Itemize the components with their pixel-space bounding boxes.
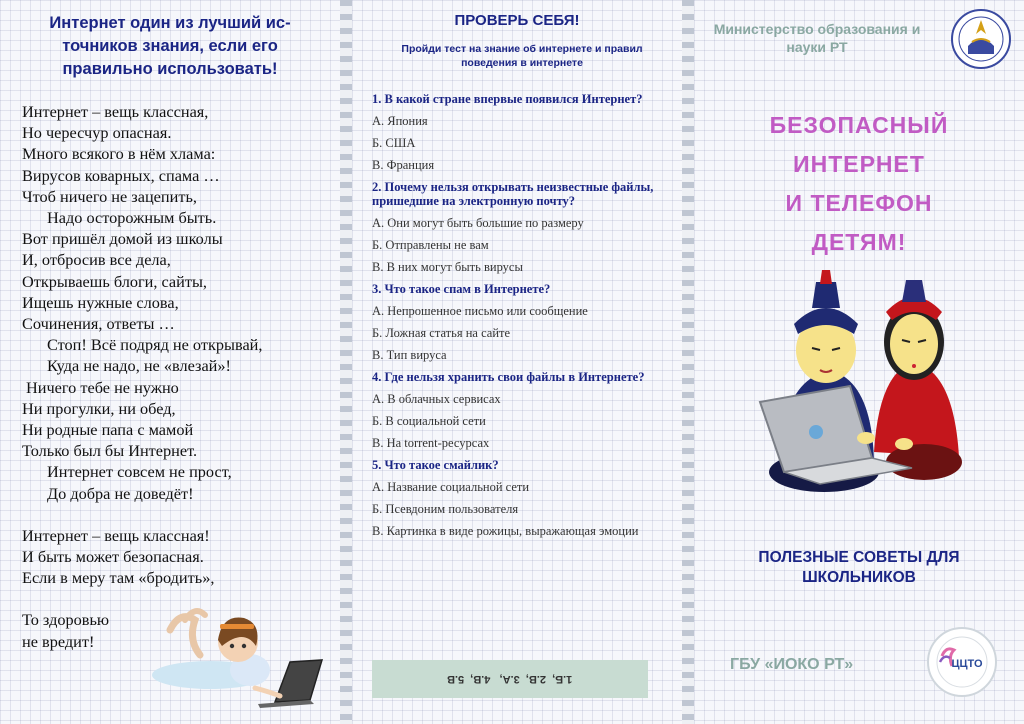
poem-line: Вирусов коварных, спама … [22,165,220,185]
middle-panel [352,0,682,724]
poem-line: Чтоб ничего не зацепить, [22,186,197,206]
quiz-option: А. Название социальной сети [372,480,530,494]
ccto-logo [926,626,998,698]
right-panel [694,0,1024,724]
poem-line: Открываешь блоги, сайты, [22,271,207,291]
title-line: И ТЕЛЕФОН [785,190,933,216]
poem [22,101,322,652]
poem-line: Куда не надо, не «влезай»! [47,356,231,376]
quiz-subtitle: Пройди тест на знание об интернете и правил поведения в интернете [401,43,643,69]
quiz-question: 2. Почему нельзя открывать неизвестные файлы, пришедшие на электронную почту? [372,180,654,208]
answer-key [372,660,648,698]
quiz-option: Б. США [372,136,416,150]
ministry-name: Министерство образования и науки РТ [713,21,921,55]
poem-line: Много всякого в нём хлама: [22,144,216,164]
answer-key-text: 1.Б, 2.В, 3.А, 4.В, 5.В [447,673,573,685]
quiz [372,92,670,546]
poem-line: То здоровью [22,610,110,630]
quiz-question: 1. В какой стране впервые появился Интернет? [372,92,643,106]
poem-line: Сочинения, ответы … [22,314,175,334]
brochure-title [734,106,984,262]
quiz-option: Б. В социальной сети [372,414,486,428]
poem-line: Ищешь нужные слова, [22,292,179,312]
poem-line: Только был бы Интернет. [22,441,198,461]
poem-line: И быть может безопасная. [22,547,204,567]
quiz-option: А. Они могут быть большие по размеру [372,216,584,230]
title-line: ИНТЕРНЕТ [793,151,925,177]
quiz-question: 3. Что такое спам в Интернете? [372,282,551,296]
poem-line: Но чересчур опасная. [22,123,172,143]
title-line: БЕЗОПАСНЫЙ [769,112,949,138]
poem-line: До добра не доведёт! [47,483,194,503]
left-panel [0,0,340,724]
poem-line: Надо осторожным быть. [47,208,217,228]
poem-line: Ни прогулки, ни обед, [22,398,176,418]
poem-line: Интернет совсем не прост, [47,462,232,482]
quiz-option: А. В облачных сервисах [372,392,501,406]
quiz-option: В. В них могут быть вирусы [372,260,523,274]
poem-line: Интернет – вещь классная, [22,102,209,121]
poem-line: Ничего тебе не нужно [26,377,179,397]
quiz-question: 4. Где нельзя хранить свои файлы в Интернете? [372,370,645,384]
children-with-laptop-illustration [754,262,984,512]
title-line: ДЕТЯМ! [811,229,907,255]
ministry-emblem-icon [950,8,1012,70]
quiz-option: Б. Отправлены не вам [372,238,489,252]
quiz-option: А. Непрошенное письмо или сообщение [372,304,588,318]
poem-line: Если в меру там «бродить», [22,568,215,588]
poem-line: не вредит! [22,631,95,651]
quiz-option: А. Япония [372,114,428,128]
poem-line: Ни родные папа с мамой [22,420,194,440]
tips-heading: ПОЛЕЗНЫЕ СОВЕТЫ ДЛЯ ШКОЛЬНИКОВ [758,549,960,586]
quiz-title: ПРОВЕРЬ СЕБЯ! [454,12,580,29]
quiz-question: 5. Что такое смайлик? [372,458,499,472]
poem-line: И, отбросив все дела, [22,250,171,270]
quiz-option: Б. Псевдоним пользователя [372,502,519,516]
quiz-option: В. На torrent-ресурсах [372,436,490,450]
poem-line: Стоп! Всё подряд не открывай, [47,335,263,355]
left-panel-title: Интернет один из лучший источников знания, если его правильно использовать! [49,14,291,78]
girl-with-laptop-illustration [140,600,340,710]
binding-spiral [340,0,352,724]
poem-line: Вот пришёл домой из школы [22,229,223,249]
quiz-option: В. Тип вируса [372,348,447,362]
quiz-option: В. Картинка в виде рожицы, выражающая эмоции [372,524,639,538]
quiz-option: Б. Ложная статья на сайте [372,326,511,340]
binding-spiral [682,0,694,724]
organization-name: ГБУ «ИОКО РТ» [730,656,854,673]
poem-line: Интернет – вещь классная! [22,525,210,545]
quiz-option: В. Франция [372,158,435,172]
logo-text: ЦЦТО [951,658,983,670]
